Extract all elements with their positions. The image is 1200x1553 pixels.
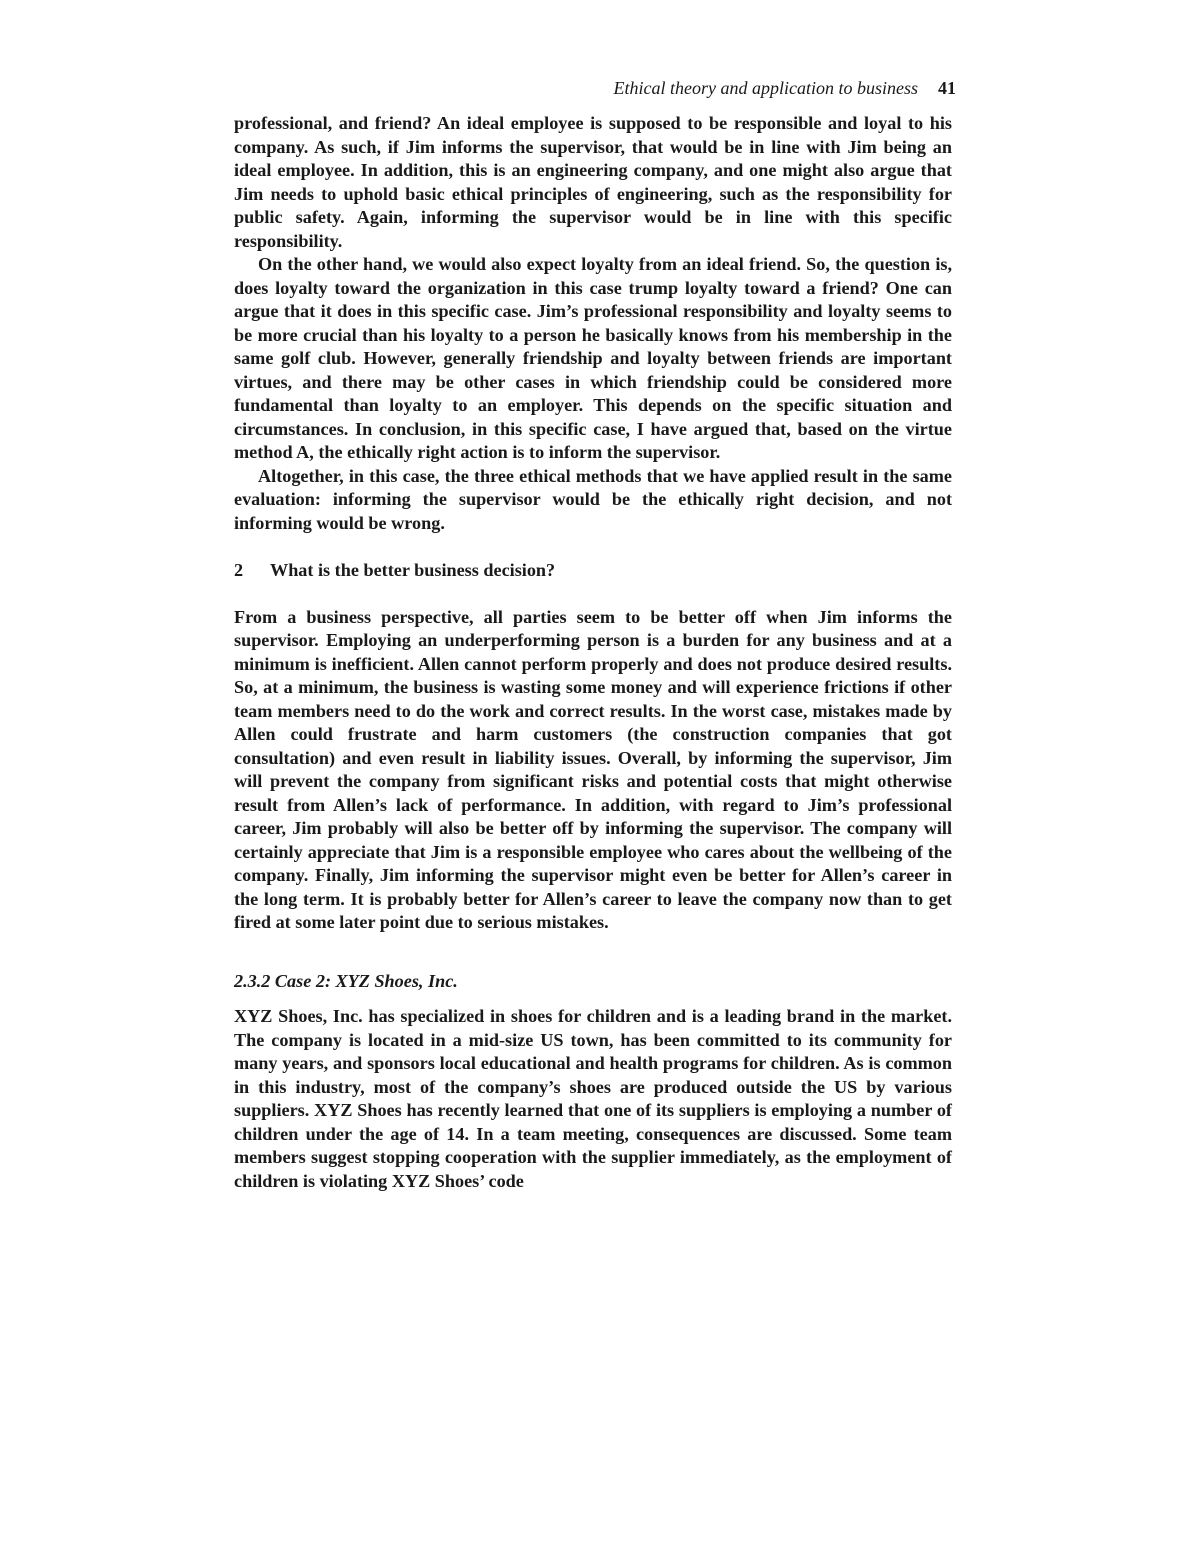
- paragraph-virtue-ideal-employee: professional, and friend? An ideal employee is supposed to be responsible and loyal to his company. As such, if Jim informs the supervisor, that would be in line with Jim being an ideal employee. In addition, this is an engineering company, and one might also argue that Jim needs to uphold basic ethical principles of engineering, such as the responsibility for public safety. Again, informing the supervisor would be in line with this specific responsibility.: [234, 113, 952, 251]
- page-number: 41: [938, 78, 956, 98]
- paragraph-business-decision: From a business perspective, all parties seem to be better off when Jim informs the supervisor. Employing an underperforming person is a burden for any business and at a minimum is inefficient. Allen cannot perform properly and does not produce desired results. So, at a minimum, the business is wasting some money and will experience frictions if other team members need to do the work and correct results. In the worst case, mistakes made by Allen could frustrate and harm customers (the construction companies that got consultation) and even result in liability issues. Overall, by informing the supervisor, Jim will prevent the company from significant risks and potential costs that might otherwise result from Allen’s lack of performance. In addition, with regard to Jim’s professional career, Jim probably will also be better off by informing the supervisor. The company will certainly appreciate that Jim is a responsible employee who cares about the wellbeing of the company. Finally, Jim informing the supervisor might even be better for Allen’s career in the long term. It is probably better for Allen’s career to leave the company now than to get fired at some later point due to serious mistakes.: [234, 606, 952, 932]
- paragraph-virtue-ideal-friend: On the other hand, we would also expect loyalty from an ideal friend. So, the question is, does loyalty toward the organization in this case trump loyalty toward a friend? One can argue that it does in this specific case. Jim’s professional responsibility and loyalty seems to be more crucial than his loyalty to a person he basically knows from his membership in the same golf club. However, generally friendship and loyalty between friends are important virtues, and there may be other cases in which friendship could be considered more fundamental than loyalty to an employer. This depends on the specific situation and circumstances. In conclusion, in this specific case, I have argued that, based on the virtue method A, the ethically right action is to inform the supervisor.: [234, 254, 952, 462]
- paragraph-case-2: XYZ Shoes, Inc. has specialized in shoes for children and is a leading brand in the market. The company is located in a mid-size US town, has been committed to its community for many years, and sponsors local educational and health programs for children. As is common in this industry, most of the company’s shoes are produced outside the US by various suppliers. XYZ Shoes has recently learned that one of its suppliers is employing a number of children under the age of 14. In a team meeting, consequences are discussed. Some team members suggest stopping cooperation with the supplier immediately, as the employment of children is violating XYZ Shoes’ code: [234, 1006, 952, 1191]
- section-heading: [234, 559, 952, 583]
- running-head-title: Ethical theory and application to business: [613, 78, 918, 98]
- paragraph-altogether: Altogether, in this case, the three ethical methods that we have applied result in the same evaluation: informing the supervisor would be the ethically right decision, and not informing would be wrong.: [234, 465, 952, 533]
- section-number: 2: [234, 559, 244, 580]
- running-head: [614, 76, 956, 100]
- subsection-heading: 2.3.2 Case 2: XYZ Shoes, Inc.: [234, 970, 458, 991]
- section-title: What is the better business decision?: [270, 559, 556, 580]
- body-text: [234, 112, 952, 1193]
